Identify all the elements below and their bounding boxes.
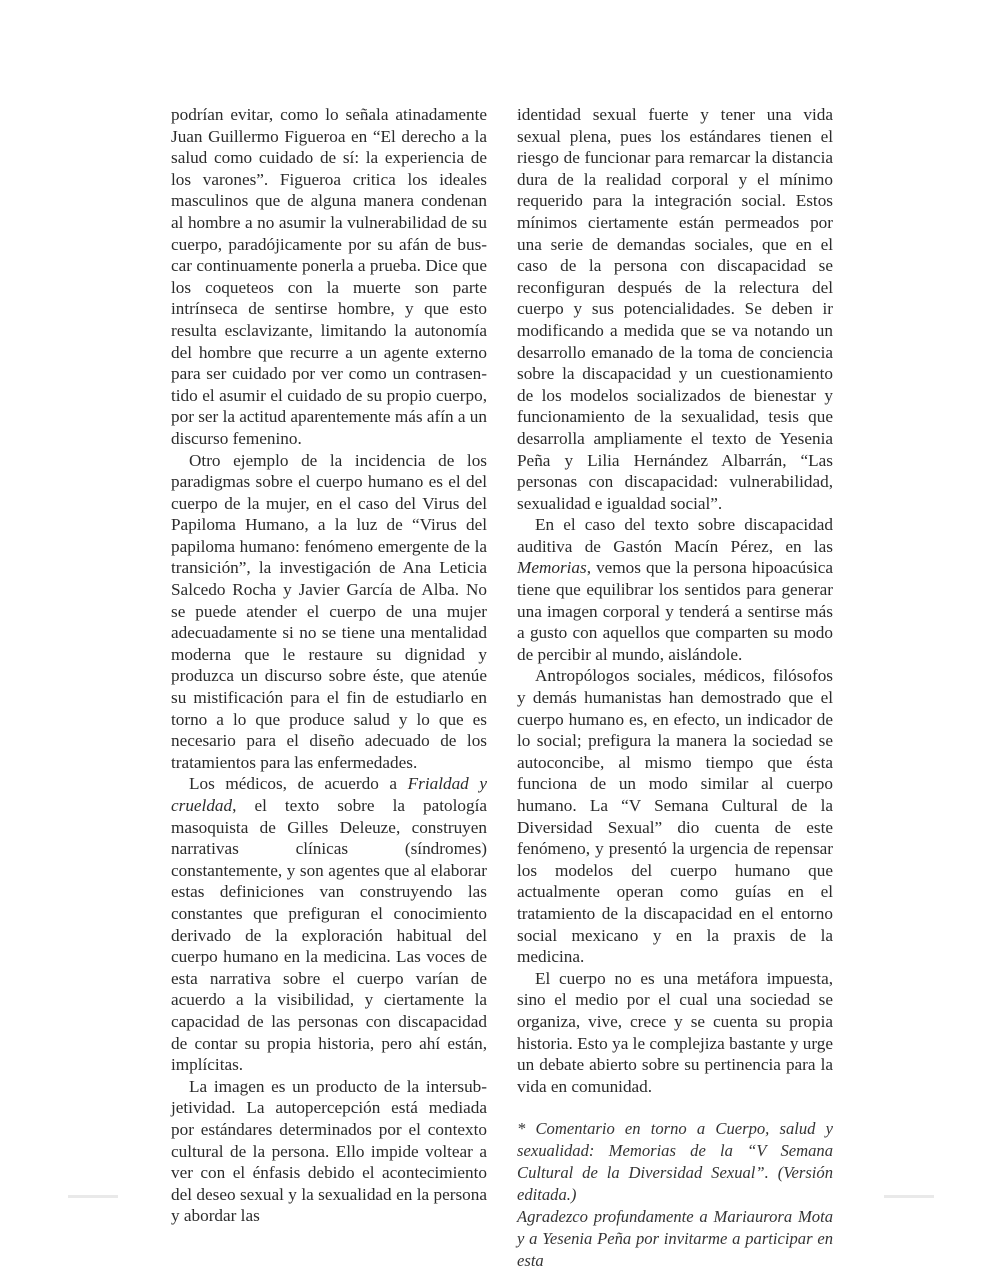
paragraph: identidad sexual fuerte y tener una vida sexual plena, pues los estándares tienen el riesgo de funcionar para remarcar la distancia dura de la realidad corporal y el mínimo requerido para la integración social. Estos mínimos ciertamente están permeados por una serie de demandas sociales, que en el caso de la persona con discapacidad se reconfiguran después de la relectura del cuerpo y sus potencialidades. Se deben ir modificando a medida que se va notando un desarrollo emanado de la toma de conciencia sobre la discapacidad y un cuestionamiento de los modelos socializados de bienestar y funcionamiento de la sexualidad, tesis que desarrolla ampliamente el texto de Yesenia Peña y Lilia Hernández Albarrán, “Las personas con discapacidad: vulnerabilidad, sexualidad e igualdad social”. <box>517 105 833 513</box>
paragraph: podrían evitar, como lo señala atinadamente Juan Guillermo Figueroa en “El derecho a la salud como cuidado de sí: la experiencia de los varones”. Figueroa critica los ideales masculinos que de alguna manera condenan al hombre a no asumir la vulnerabilidad de su cuerpo, paradójicamente por su afán de buscar continuamente ponerla a prueba. Dice que los coqueteos con la muerte son parte intrínseca de sentirse hombre, y que esto resulta esclavizante, limitando la autonomía del hombre que recurre a un agente externo para ser cuidado por ver como un contrasentido el asumir el cuidado de su propio cuerpo, por ser la actitud aparentemente más afín a un discurso femenino. <box>171 105 487 448</box>
book-title: Frialdad y crueldad <box>171 774 487 815</box>
page-edge-mark <box>884 1195 934 1198</box>
paragraph: Antropólogos sociales, médicos, filósofos y demás humanistas han demostrado que el cuerpo humano es, en efecto, un indicador de lo social; prefigura la manera la sociedad se autoconcibe, al mismo tiempo que ésta funciona de un modo similar al cuerpo humano. La “V Semana Cultural de la Diversidad Sexual” dio cuenta de este fenómeno, y presentó la urgencia de repensar los modelos del cuerpo humano que actualmente operan como guías en el tratamiento de la discapacidad en el entorno social mexicano y en la praxis de la medicina. <box>517 666 833 967</box>
text-run: Los médicos, de acuerdo a <box>189 774 408 794</box>
footnote-text: Agradezco profundamente a Mariaurora Mota y a Yesenia Peña por invitarme a participar en esta <box>517 1207 833 1271</box>
footnote <box>517 1118 833 1272</box>
text-run: En el caso del texto sobre discapacidad auditiva de Gastón Macín Pérez, en las <box>517 515 833 556</box>
text-run: , vemos que la persona hipoacúsica tiene que equilibrar los sentidos para generar una imagen corporal y tenderá a sentirse más a gusto con aquellos que comparten su modo de percibir al mundo, aislándole. <box>517 558 833 664</box>
left-column <box>171 104 487 1227</box>
footnote-text: * Comentario en torno a Cuerpo, salud y sexualidad: Memorias de la “V Semana Cultural de la Diversidad Sexual”. (Versión editada.) <box>517 1119 833 1205</box>
text-run: , el texto sobre la patología masoquista de Gilles Deleuze, construyen narrativas clínicas (síndromes) constantemente, y son agentes que al elaborar estas definiciones van construyendo las constantes que prefiguran el conocimiento derivado de la exploración habitual del cuerpo humano en la medicina. Las voces de esta narrativa sobre el cuerpo varían de acuerdo a la visibilidad, y ciertamente la capacidad de las personas con discapacidad de contar su propia historia, pero ahí están, implícitas. <box>171 796 487 1075</box>
paragraph: El cuerpo no es una metáfora impuesta, sino el medio por el cual una sociedad se organiza, vive, crece y se cuenta su propia historia. Esto ya le complejiza bastante y urge un debate abierto sobre su pertinencia para la vida en comunidad. <box>517 968 833 1096</box>
book-title: Memorias <box>517 558 587 578</box>
paragraph <box>171 773 487 1075</box>
paragraph <box>517 514 833 665</box>
page-edge-mark <box>68 1195 118 1198</box>
paragraph: Otro ejemplo de la incidencia de los paradigmas sobre el cuerpo humano es el del cuerpo de la mujer, en el caso del Virus del Papiloma Humano, a la luz de “Virus del papiloma humano: fenómeno emergente de la transición”, la investigación de Ana Leticia Salcedo Rocha y Javier García de Alba. No se puede atender el cuerpo de una mujer adecuadamente si no se tiene una mentalidad moderna que le restaure su dignidad y produzca un discurso sobre éste, que atenúe su mistificación para el fin de estudiarlo en torno a lo que produce salud y lo que es necesario para el diseño adecuado de los tratamientos para las enfermedades. <box>171 450 487 772</box>
right-column <box>517 104 833 1272</box>
paragraph: La imagen es un producto de la intersubjetividad. La autopercepción está mediada por estándares determinados por el contexto cultural de la persona. Ello impide voltear a ver con el énfasis debido el acontecimiento del deseo sexual y la sexualidad en la persona y abordar las <box>171 1076 487 1226</box>
